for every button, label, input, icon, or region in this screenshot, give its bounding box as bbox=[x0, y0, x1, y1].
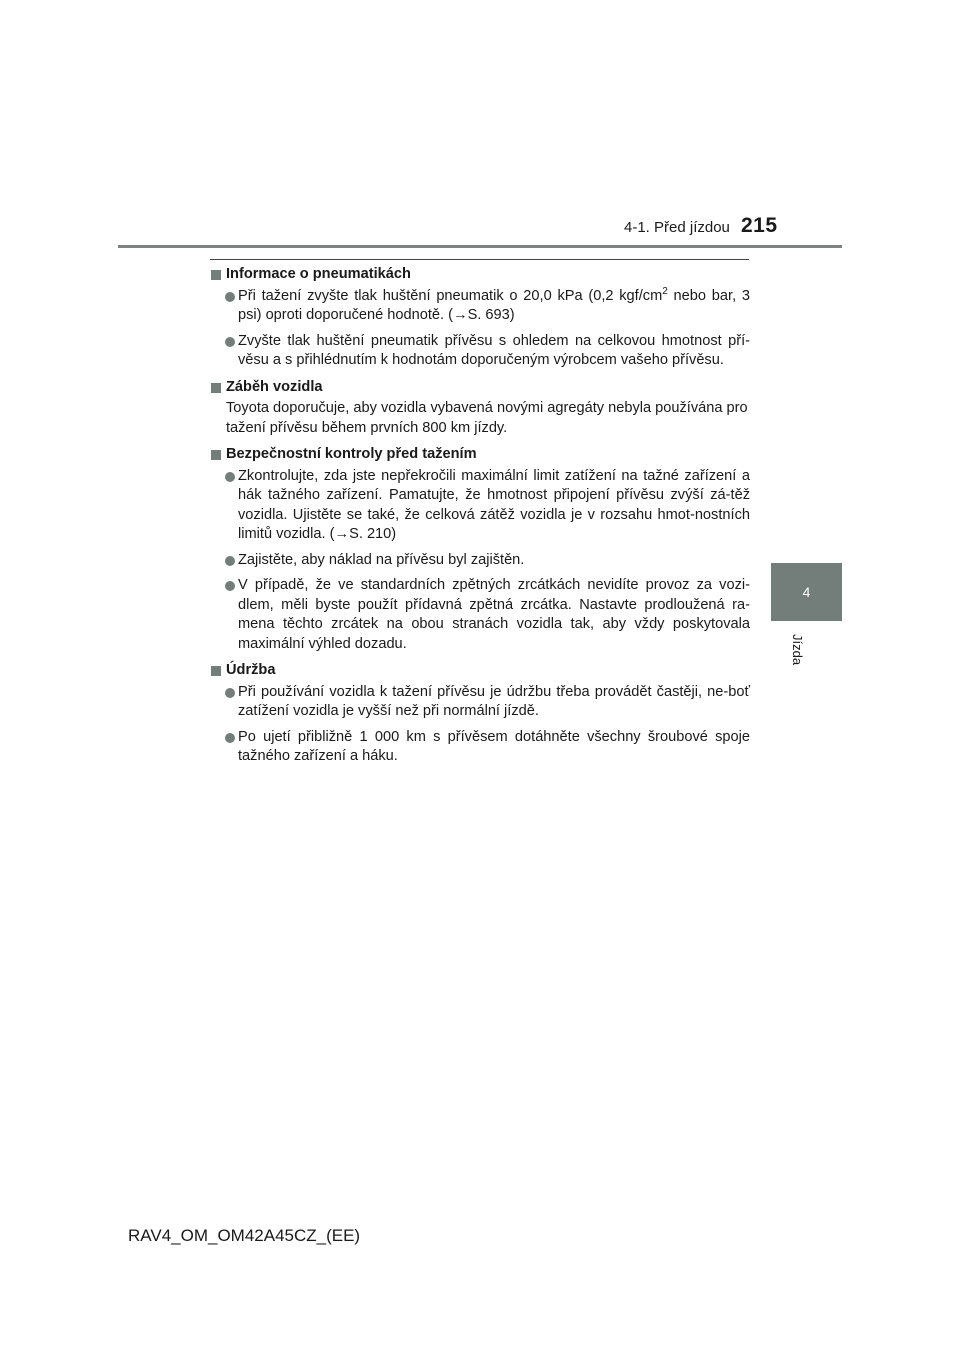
list-item: Zajistěte, aby náklad na přívěsu byl zajištěn. bbox=[210, 551, 750, 571]
chapter-tab bbox=[771, 563, 842, 621]
section-break-in bbox=[210, 378, 750, 439]
section-heading: Informace o pneumatikách bbox=[210, 265, 750, 285]
square-bullet-icon bbox=[211, 383, 221, 393]
list-item: Při používání vozidla k tažení přívěsu je údržbu třeba provádět častěji, ne-boť zatížení vozidla je vyšší než při normální jízdě. bbox=[210, 683, 750, 722]
circle-bullet-icon bbox=[225, 337, 235, 347]
list-item: Po ujetí přibližně 1 000 km s přívěsem dotáhněte všechny šroubové spoje tažného zařízení a háku. bbox=[210, 728, 750, 767]
circle-bullet-icon bbox=[225, 292, 235, 302]
list-item: Při tažení zvyšte tlak huštění pneumatik o 20,0 kPa (0,2 kgf/$cm^2$ nebo bar, 3 psi) oproti doporučené hodnotě. (→S. 693) bbox=[210, 287, 750, 326]
header-section-title: 4-1. Před jízdou bbox=[624, 219, 730, 236]
square-bullet-icon bbox=[211, 450, 221, 460]
chapter-number: 4 bbox=[802, 584, 811, 600]
section-heading: Záběh vozidla bbox=[210, 378, 750, 398]
document-code: RAV4_OM_OM42A45CZ_(EE) bbox=[128, 1226, 361, 1245]
chapter-label: Jízda bbox=[790, 634, 805, 666]
circle-bullet-icon bbox=[225, 556, 235, 566]
square-bullet-icon bbox=[211, 666, 221, 676]
list-item: V případě, že ve standardních zpětných zrcátkách nevidíte provoz za vozi-dlem, měli byste použít přídavná zpětná zrcátka. Nastavte prodloužená ra-mena těchto zrcátek na obou stranách vozidla tak, aby vždy poskytovala maximální výhled dozadu. bbox=[210, 576, 750, 654]
section-heading: Údržba bbox=[210, 661, 750, 681]
section-tire-info bbox=[210, 265, 750, 371]
circle-bullet-icon bbox=[225, 472, 235, 482]
circle-bullet-icon bbox=[225, 581, 235, 591]
page-content bbox=[210, 265, 750, 774]
page-number: 215 bbox=[741, 214, 778, 237]
list-item: Zkontrolujte, zda jste nepřekročili maximální limit zatížení na tažné zařízení a hák tažného zařízení. Pamatujte, že hmotnost připojení přívěsu zvýší zá-těž vozidla. Ujistěte se také, že celková zátěž vozidla je v rozsahu hmot-nostních limitů vozidla. (→S. 210) bbox=[210, 467, 750, 545]
section-paragraph: Toyota doporučuje, aby vozidla vybavená novými agregáty nebyla používána pro tažení přívěsu během prvních 800 km jízdy. bbox=[226, 400, 748, 436]
content-divider bbox=[210, 259, 749, 260]
circle-bullet-icon bbox=[225, 688, 235, 698]
circle-bullet-icon bbox=[225, 733, 235, 743]
section-maintenance bbox=[210, 661, 750, 767]
section-heading: Bezpečnostní kontroly před tažením bbox=[210, 445, 750, 465]
list-item: Zvyšte tlak huštění pneumatik přívěsu s ohledem na celkovou hmotnost pří-věsu a s přihlédnutím k hodnotám doporučeným výrobcem vašeho přívěsu. bbox=[210, 332, 750, 371]
section-safety-checks bbox=[210, 445, 750, 654]
header-divider bbox=[118, 245, 842, 248]
square-bullet-icon bbox=[211, 270, 221, 280]
